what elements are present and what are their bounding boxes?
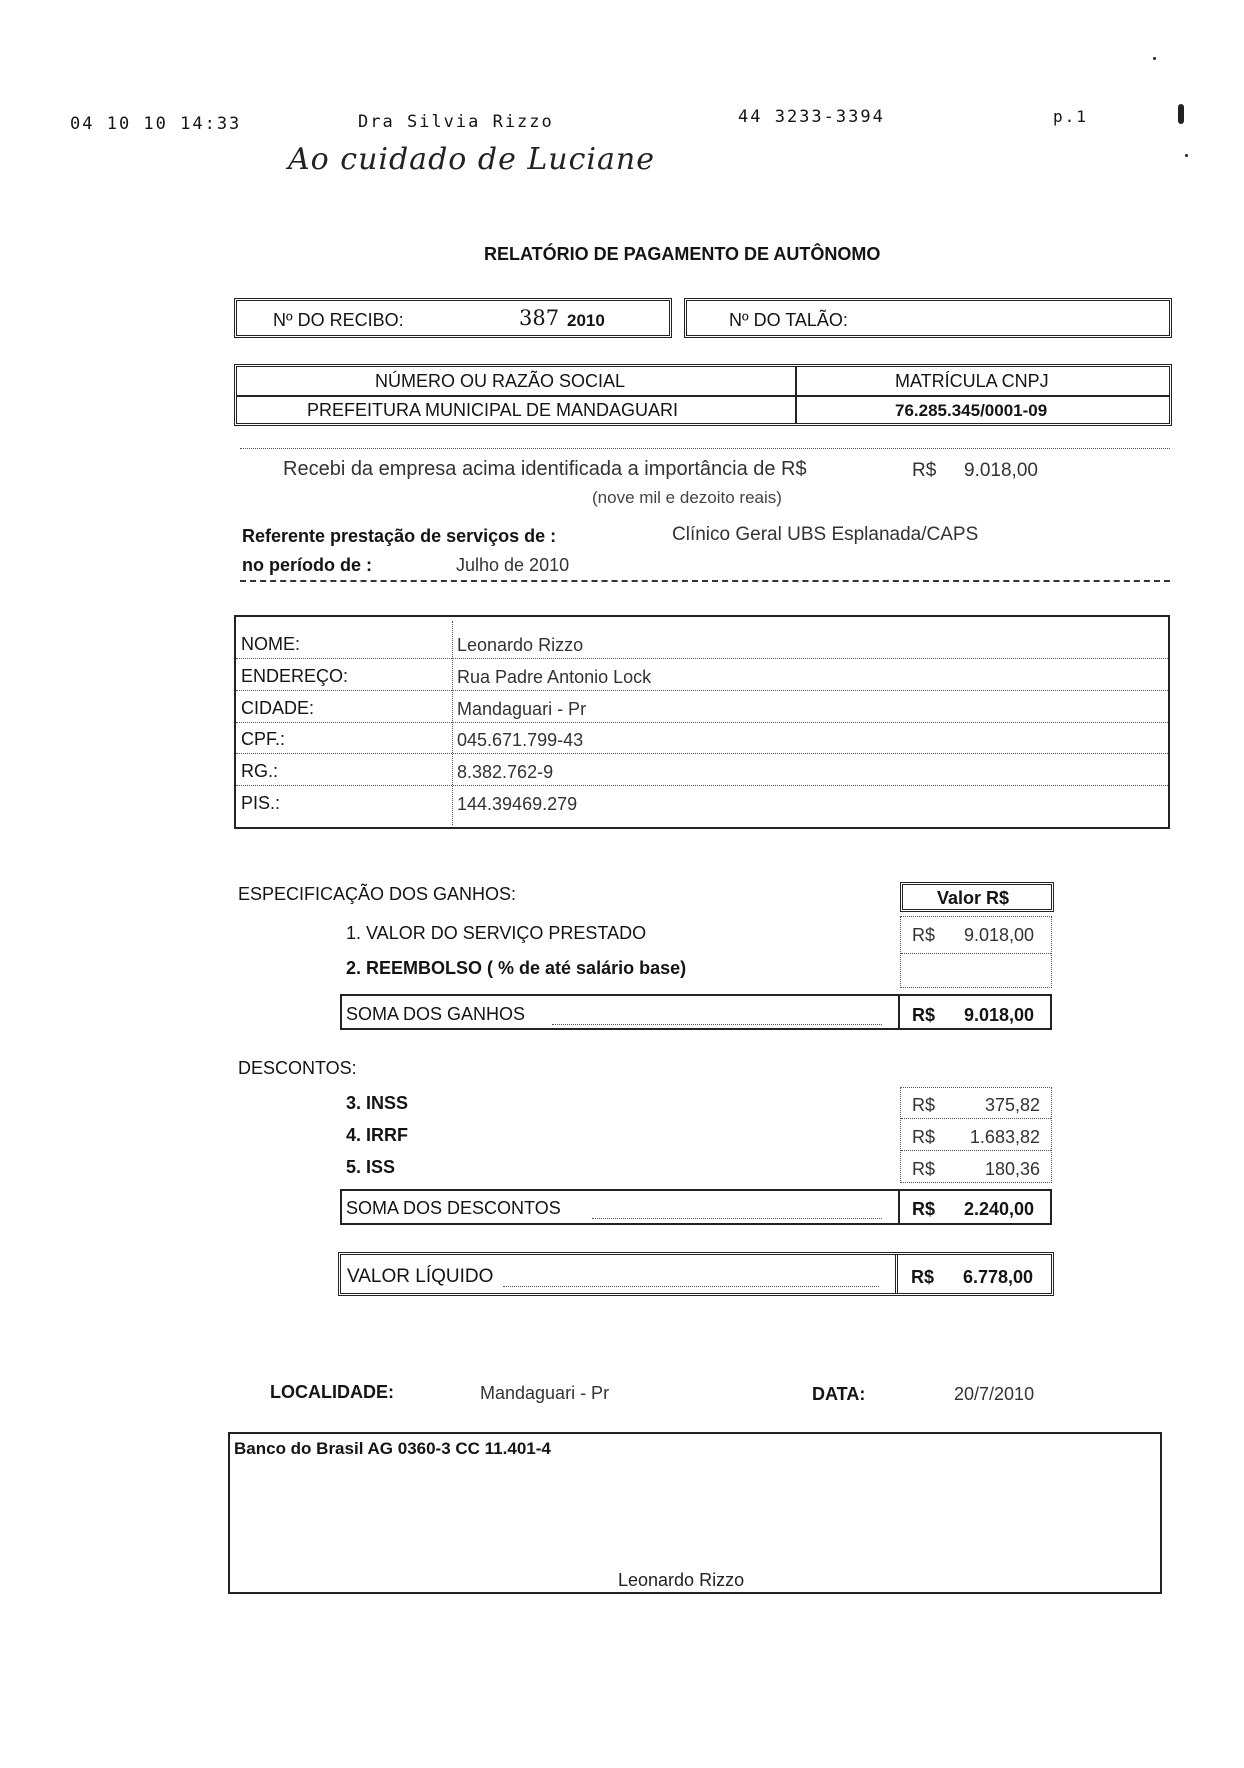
deductions-section-label: DESCONTOS:	[238, 1058, 357, 1078]
service-value: Clínico Geral UBS Esplanada/CAPS	[672, 524, 979, 545]
deductions-total-currency: R$	[912, 1199, 936, 1219]
earnings-total-leader	[552, 1024, 882, 1025]
person-pis-label: PIS.:	[241, 793, 281, 813]
person-name-label: NOME:	[241, 634, 301, 654]
statement-text: Recebi da empresa acima identificada a importância de R$	[283, 458, 807, 480]
net-value-label: VALOR LÍQUIDO	[347, 1266, 494, 1287]
date-label: DATA:	[812, 1384, 866, 1404]
person-name-value: Leonardo Rizzo	[457, 635, 584, 655]
fax-timestamp: 04 10 10 14:33	[70, 114, 242, 134]
deduction-iss-value: 180,36	[984, 1159, 1040, 1179]
fax-sender: Dra Silvia Rizzo	[358, 112, 554, 132]
net-value-amount: 6.778,00	[963, 1267, 1034, 1287]
statement-currency: R$	[912, 460, 937, 481]
table-row-divider	[236, 753, 1168, 754]
value-header: Valor R$	[937, 888, 1010, 908]
person-rg-value: 8.382.762-9	[457, 762, 554, 782]
scan-speck	[1185, 154, 1188, 157]
fax-page-number: p.1	[1053, 107, 1088, 126]
fax-phone: 44 3233-3394	[738, 107, 885, 127]
deductions-total-label: SOMA DOS DESCONTOS	[346, 1198, 561, 1218]
period-value: Julho de 2010	[456, 555, 570, 575]
handwritten-note: Ao cuidado de Luciane	[288, 142, 655, 177]
deductions-total-leader	[592, 1218, 882, 1219]
person-rg-label: RG.:	[241, 761, 279, 781]
table-row-divider	[236, 690, 1168, 691]
deductions-total-divider	[898, 1191, 900, 1223]
person-cpf-value: 045.671.799-43	[457, 730, 584, 750]
company-box	[234, 364, 1172, 426]
person-city-label: CIDADE:	[241, 698, 315, 718]
company-box-column-divider	[795, 367, 797, 423]
deduction-inss-value: 375,82	[984, 1095, 1040, 1115]
receipt-number-box	[234, 298, 672, 338]
person-address-label: ENDEREÇO:	[241, 666, 349, 686]
earnings-section-label: ESPECIFICAÇÃO DOS GANHOS:	[238, 884, 517, 904]
deductions-values-divider	[901, 1150, 1051, 1151]
personal-data-table	[234, 615, 1170, 829]
period-label: no período de :	[242, 555, 372, 575]
deduction-inss-label: 3. INSS	[346, 1093, 409, 1113]
signature-name: Leonardo Rizzo	[618, 1570, 745, 1590]
table-row-divider	[236, 658, 1168, 659]
locality-label: LOCALIDADE:	[270, 1382, 394, 1402]
deduction-irrf-currency: R$	[912, 1127, 936, 1147]
statement-amount: 9.018,00	[964, 460, 1038, 481]
table-row-divider	[236, 722, 1168, 723]
company-box-divider	[237, 395, 1169, 397]
deductions-total-value: 2.240,00	[964, 1199, 1035, 1219]
deductions-values-divider	[901, 1118, 1051, 1119]
talao-number-label: Nº DO TALÃO:	[729, 310, 848, 330]
bank-signature-box	[228, 1432, 1162, 1594]
deductions-total-box	[340, 1189, 1052, 1225]
service-label: Referente prestação de serviços de :	[242, 526, 557, 546]
scan-mark	[1178, 104, 1184, 124]
receipt-number-value: 387	[519, 306, 560, 330]
net-value-leader	[503, 1286, 879, 1287]
talao-number-box	[684, 298, 1172, 338]
earnings-item-currency: R$	[912, 925, 936, 945]
table-column-divider	[452, 621, 453, 825]
deduction-inss-currency: R$	[912, 1095, 936, 1115]
value-header-box	[900, 882, 1054, 912]
deduction-irrf-value: 1.683,82	[969, 1127, 1040, 1147]
earnings-total-label: SOMA DOS GANHOS	[346, 1004, 526, 1024]
net-value-divider	[895, 1255, 898, 1293]
earnings-item-label: 1. VALOR DO SERVIÇO PRESTADO	[346, 923, 647, 943]
separator-dotted	[240, 448, 1170, 449]
locality-value: Mandaguari - Pr	[480, 1383, 610, 1403]
statement-amount-words: (nove mil e dezoito reais)	[592, 488, 782, 507]
deduction-iss-label: 5. ISS	[346, 1157, 396, 1177]
person-address-value: Rua Padre Antonio Lock	[457, 667, 652, 687]
receipt-year-value: 2010	[567, 311, 605, 330]
earnings-total-box	[340, 994, 1052, 1030]
deduction-iss-currency: R$	[912, 1159, 936, 1179]
company-cnpj-header: MATRÍCULA CNPJ	[895, 371, 1049, 391]
net-value-currency: R$	[911, 1267, 935, 1287]
earnings-total-divider	[898, 996, 900, 1028]
receipt-number-label: Nº DO RECIBO:	[273, 310, 404, 330]
deduction-irrf-label: 4. IRRF	[346, 1125, 409, 1145]
scan-speck	[1153, 57, 1156, 60]
earnings-values-divider	[901, 953, 1051, 954]
net-value-box	[338, 1252, 1054, 1296]
person-pis-value: 144.39469.279	[457, 794, 578, 814]
earnings-total-value: 9.018,00	[964, 1005, 1035, 1025]
company-cnpj-value: 76.285.345/0001-09	[895, 401, 1048, 420]
table-row-divider	[236, 785, 1168, 786]
company-name-header: NÚMERO OU RAZÃO SOCIAL	[375, 371, 626, 391]
company-name-value: PREFEITURA MUNICIPAL DE MANDAGUARI	[307, 400, 679, 420]
bank-info: Banco do Brasil AG 0360-3 CC 11.401-4	[234, 1439, 551, 1458]
report-title: RELATÓRIO DE PAGAMENTO DE AUTÔNOMO	[484, 244, 881, 264]
separator-dashed	[240, 580, 1170, 582]
date-value: 20/7/2010	[954, 1384, 1035, 1404]
person-city-value: Mandaguari - Pr	[457, 699, 587, 719]
earnings-item-value: 9.018,00	[964, 925, 1035, 945]
earnings-total-currency: R$	[912, 1005, 936, 1025]
reimbursement-item-label: 2. REEMBOLSO ( % de até salário base)	[346, 958, 687, 978]
person-cpf-label: CPF.:	[241, 729, 286, 749]
